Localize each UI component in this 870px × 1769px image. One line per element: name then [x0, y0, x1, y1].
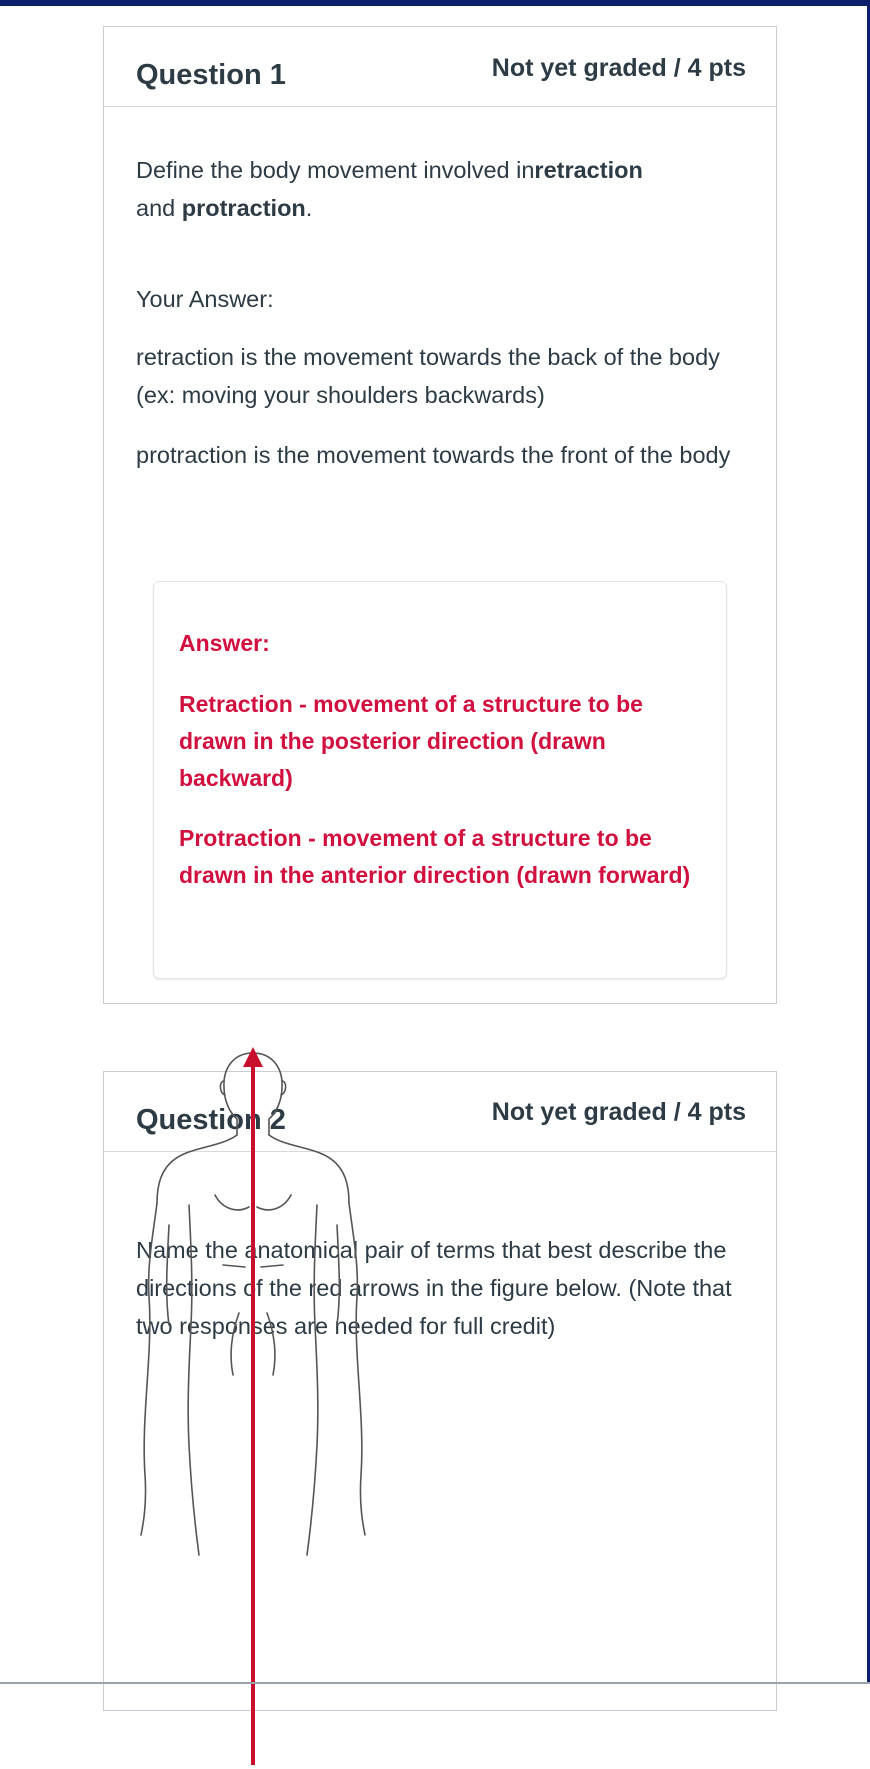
anatomical-figure — [103, 1035, 403, 1769]
question-1-points: Not yet graded / 4 pts — [491, 54, 746, 82]
question-1-card — [103, 26, 777, 1004]
prompt-term-retraction: retraction — [534, 157, 643, 183]
your-answer-paragraph-2: protraction is the movement towards the front of the body — [136, 442, 731, 468]
question-2-points: Not yet graded / 4 pts — [491, 1098, 746, 1126]
your-answer-label: Your Answer: — [136, 286, 274, 312]
prompt-term-protraction: protraction — [181, 195, 306, 221]
correct-answer-paragraph-2: Protraction - movement of a structure to be drawn in the anterior direction (drawn forward) — [179, 825, 691, 888]
question-1-prompt — [136, 151, 746, 227]
prompt-text-2: and — [136, 195, 176, 221]
question-1-header — [104, 27, 776, 107]
arrow-head-up — [243, 1047, 263, 1067]
question-2-prompt: Name the anatomical pair of terms that best describe the directions of the red arrows in the figure below. (Note that two responses are needed for full credit) — [136, 1237, 732, 1339]
question-1-title: Question 1 — [136, 59, 286, 91]
top-accent-bar — [0, 0, 870, 6]
red-arrow — [243, 1047, 263, 1765]
prompt-text-1: Define the body movement involved in — [136, 157, 535, 183]
prompt-end: . — [305, 195, 313, 221]
correct-answer-paragraph-1: Retraction - movement of a structure to be drawn in the posterior direction (drawn backward) — [179, 691, 643, 791]
correct-answer-label: Answer: — [179, 630, 270, 656]
correct-answer-box — [153, 581, 727, 979]
question-2-title: Question 2 — [136, 1104, 286, 1136]
your-answer-paragraph-1: retraction is the movement towards the back of the body (ex: moving your shoulders backwards) — [136, 344, 720, 408]
